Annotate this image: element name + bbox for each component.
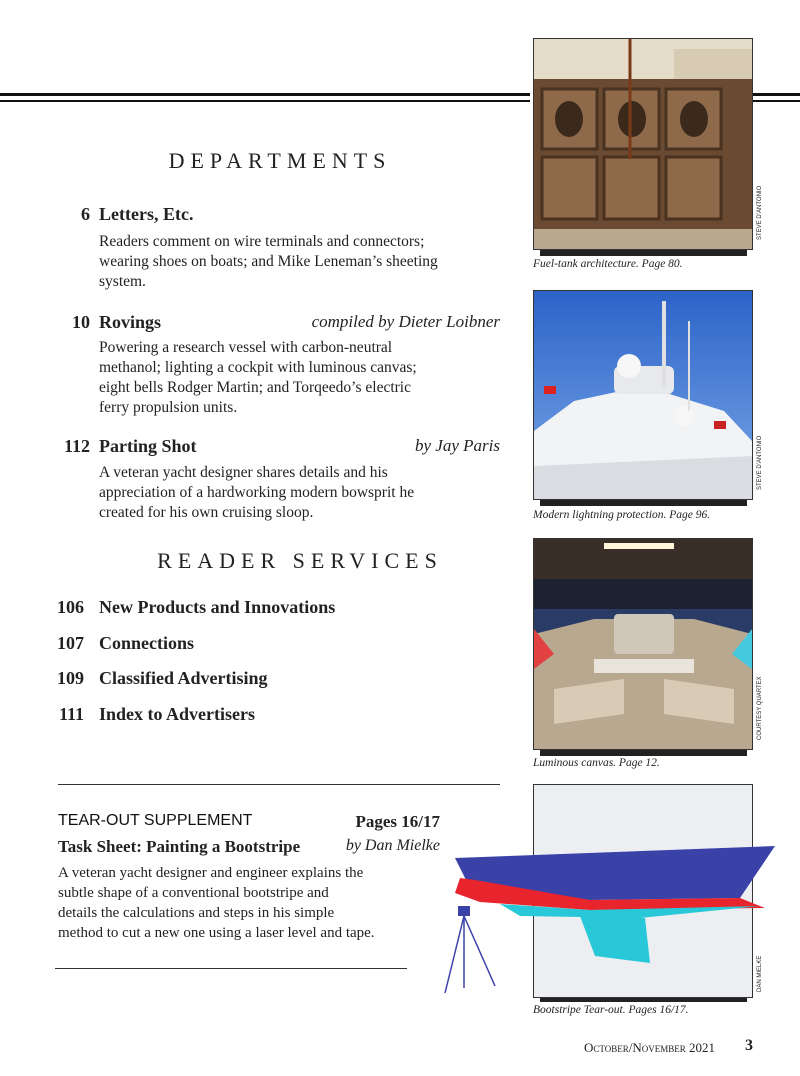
photo-lightning [533, 290, 753, 500]
desc-line: eight bells Rodger Martin; and Torqeedo’s electric [99, 379, 411, 396]
desc-line: details the calculations and steps in his simple [58, 905, 335, 921]
desc-line: A veteran yacht designer shares details and his [99, 464, 388, 481]
desc-line: method to cut a new one using a laser level and tape. [58, 925, 375, 941]
photo-fuel-tank [533, 38, 753, 250]
rs-title-new-products[interactable]: New Products and Innovations [99, 597, 336, 617]
canvas-image [534, 539, 752, 749]
rs-title-classified[interactable]: Classified Advertising [99, 668, 268, 688]
supplement-top-rule [58, 784, 500, 785]
footer-page-number: 3 [745, 1037, 753, 1054]
desc-line: system. [99, 273, 146, 290]
fuel-tank-image [534, 39, 752, 249]
dept-title-letters[interactable]: Letters, Etc. [99, 204, 194, 224]
rs-num-classified: 109 [57, 668, 84, 688]
desc-line: A veteran yacht designer and engineer explains the [58, 865, 364, 881]
supplement-pages: Pages 16/17 [355, 812, 440, 831]
desc-line: Readers comment on wire terminals and connectors; [99, 233, 425, 250]
top-rule-right-thick [752, 93, 800, 96]
desc-line: created for his own cruising sloop. [99, 504, 314, 521]
dept-title-rovings[interactable]: Rovings [99, 312, 162, 332]
photo-caption: Bootstripe Tear-out. Pages 16/17. [533, 1004, 689, 1016]
supplement-desc [58, 863, 438, 943]
footer-issue [584, 1040, 715, 1056]
photo-caption: Fuel-tank architecture. Page 80. [533, 258, 683, 270]
lightning-image [534, 291, 752, 499]
dept-desc-parting-shot [99, 463, 499, 523]
photo-caption: Luminous canvas. Page 12. [533, 757, 660, 769]
rs-num-new-products: 106 [57, 597, 84, 617]
top-rule-right-thin [752, 100, 800, 102]
boat-hull-illustration [440, 838, 780, 998]
desc-line: methanol; lighting a cockpit with luminous canvas; [99, 359, 417, 376]
desc-line: appreciation of a hardworking modern bowsprit he [99, 484, 415, 501]
supplement-bottom-rule [55, 968, 407, 969]
photo-caption: Modern lightning protection. Page 96. [533, 509, 711, 521]
rs-title-index[interactable]: Index to Advertisers [99, 704, 255, 724]
footer-issue-text: October/November 2021 [584, 1040, 715, 1055]
dept-num-rovings: 10 [72, 312, 90, 332]
photo-credit: COURTESY QUARTEX [757, 676, 763, 740]
photo-credit: STEVE D’ANTONIO [757, 185, 763, 240]
photo-credit: STEVE D’ANTONIO [757, 435, 763, 490]
dept-num-parting-shot: 112 [63, 436, 90, 456]
desc-line: ferry propulsion units. [99, 399, 238, 416]
supplement-label: TEAR-OUT SUPPLEMENT [58, 812, 253, 829]
supplement-title[interactable]: Task Sheet: Painting a Bootstripe [58, 837, 301, 856]
dept-byline-parting-shot: by Jay Paris [415, 436, 500, 455]
photo-luminous-canvas [533, 538, 753, 750]
dept-desc-letters [99, 232, 499, 292]
dept-byline-rovings: compiled by Dieter Loibner [311, 312, 500, 331]
top-rule-thin [0, 100, 530, 102]
dept-num-letters: 6 [81, 204, 90, 224]
desc-line: wearing shoes on boats; and Mike Leneman’s sheeting [99, 253, 438, 270]
departments-heading: DEPARTMENTS [168, 148, 392, 173]
desc-line: Powering a research vessel with carbon-neutral [99, 339, 393, 356]
supplement-byline: by Dan Mielke [345, 837, 440, 854]
dept-desc-rovings [99, 338, 499, 418]
rs-num-connections: 107 [57, 633, 84, 653]
top-rule-thick [0, 93, 530, 96]
reader-services-heading: READER SERVICES [157, 548, 443, 573]
rs-title-connections[interactable]: Connections [99, 633, 195, 653]
rs-num-index: 111 [58, 704, 84, 724]
photo-credit: DAN MIELKE [757, 955, 763, 992]
dept-title-parting-shot[interactable]: Parting Shot [99, 436, 197, 456]
desc-line: subtle shape of a conventional bootstripe and [58, 885, 329, 901]
